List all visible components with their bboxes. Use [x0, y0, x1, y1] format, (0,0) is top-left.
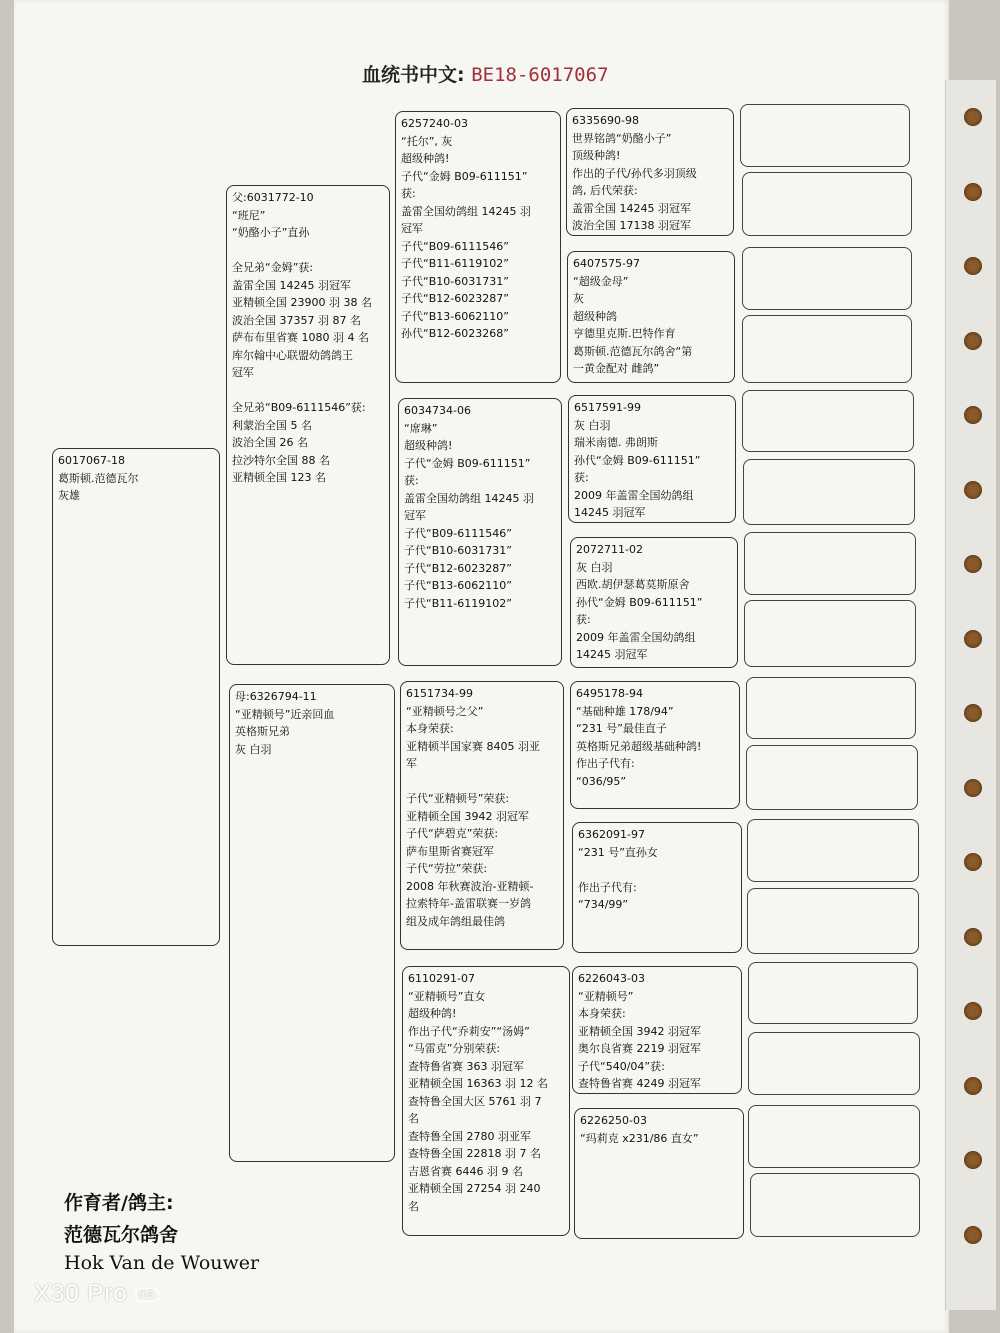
- pedigree-line: 全兄弟“B09-6111546”获:: [232, 401, 366, 414]
- pedigree-line: 亚精顿半国家赛 8405 羽亚: [406, 739, 540, 753]
- pedigree-line: 获:: [404, 474, 419, 487]
- pedigree-line: 葛斯顿.范德瓦尔鸽舍“第: [573, 344, 693, 358]
- gen5-box-12: [747, 888, 919, 954]
- pedigree-line: 子代“劳拉”荣获:: [406, 862, 488, 875]
- pedigree-line: 灰 白羽: [574, 418, 611, 432]
- pedigree-line: 盖雷全国幼鸽组 14245 羽: [401, 204, 531, 218]
- pedigree-line: 作出子代有:: [578, 880, 637, 894]
- punch-hole: [964, 481, 982, 499]
- pedigree-line: 2072711-02: [576, 543, 643, 556]
- pedigree-line: 6151734-99: [406, 687, 473, 700]
- pedigree-line: 孙代“金姆 B09-611151”: [574, 453, 701, 467]
- pedigree-line: 作出子代有:: [576, 757, 635, 770]
- pedigree-line: 亨德里克斯.巴特作育: [573, 327, 676, 340]
- punch-hole: [964, 1151, 982, 1169]
- gen5-box-11: [747, 819, 919, 882]
- dam-dam-sire-box: [572, 966, 742, 1094]
- pedigree-line: 6407575-97: [573, 257, 640, 270]
- pedigree-line: [232, 242, 384, 260]
- sire-dam-box: [398, 398, 562, 666]
- sire-dam-sire-box: [568, 395, 736, 523]
- pedigree-line: 英格斯兄弟超级基础种鸽!: [576, 739, 702, 753]
- pedigree-line: “班尼”: [232, 208, 266, 222]
- pedigree-line: 拉索特年-盖雷联赛一岁鸽: [406, 897, 531, 910]
- pedigree-line: 鸽, 后代荣获:: [572, 184, 638, 197]
- pedigree-line: “奶酪小子”直孙: [232, 226, 310, 239]
- pedigree-line: 组及成年鸽组最佳鸽: [406, 914, 505, 928]
- punch-hole: [964, 1226, 982, 1244]
- pedigree-line: 6495178-94: [576, 687, 643, 700]
- punch-hole: [964, 704, 982, 722]
- gen5-box-3: [742, 247, 912, 310]
- pedigree-line: 吉恩省赛 6446 羽 9 名: [408, 1164, 523, 1178]
- pedigree-line: 子代“B12-6023287”: [404, 561, 512, 575]
- pedigree-line: 2009 年盖雷全国幼鸽组: [576, 630, 696, 644]
- page-title: [362, 60, 609, 87]
- pedigree-line: 超级种鸽!: [401, 152, 450, 165]
- pedigree-line: 14245 羽冠军: [574, 506, 646, 519]
- pedigree-line: 子代“萨碧克”荣获:: [406, 827, 499, 840]
- pedigree-line: 子代“B11-6119102”: [404, 596, 512, 610]
- punch-hole: [964, 928, 982, 946]
- pedigree-line: [406, 773, 558, 791]
- dam-sire-dam-box: [572, 822, 742, 953]
- pedigree-line: 亚精顿全国 16363 羽 12 名: [408, 1077, 548, 1090]
- pedigree-line: 灰 白羽: [235, 742, 272, 756]
- pedigree-line: 父:6031772-10: [232, 191, 314, 204]
- gen5-box-15: [748, 1105, 920, 1168]
- pedigree-line: 查特鲁省赛 4249 羽冠军: [578, 1077, 701, 1090]
- pedigree-line: 利蒙治全国 5 名: [232, 418, 312, 432]
- subject-box: [52, 448, 220, 946]
- network-badge: 5G: [134, 1288, 161, 1302]
- camera-model: X30 Pro: [34, 1280, 128, 1307]
- breeder-name: 范德瓦尔鸽舍: [64, 1224, 179, 1246]
- pedigree-line: 英格斯兄弟: [235, 725, 290, 738]
- pedigree-line: [578, 861, 736, 879]
- dam-sire-box: [400, 681, 564, 950]
- pedigree-line: 作出子代“乔莉安”“汤姆”: [408, 1024, 530, 1038]
- gen5-box-14: [748, 1032, 920, 1095]
- pedigree-line: 查特鲁全国 2780 羽亚军: [408, 1129, 531, 1143]
- pedigree-line: “亚精顿号”直女: [408, 989, 486, 1003]
- pedigree-line: 14245 羽冠军: [576, 648, 648, 661]
- pedigree-line: 波治全国 26 名: [232, 436, 308, 449]
- punched-sleeve: [945, 80, 996, 1310]
- dam-dam-dam-box: [574, 1108, 744, 1239]
- pedigree-line: 波治全国 17138 羽冠军: [572, 219, 691, 232]
- pedigree-line: 获:: [574, 471, 589, 484]
- pedigree-line: 子代“B11-6119102”: [401, 257, 509, 270]
- pedigree-line: 本身荣获:: [406, 722, 454, 735]
- pedigree-line: 世界铭鸽“奶酪小子”: [572, 131, 672, 145]
- sire-sire-sire-box: [566, 108, 734, 236]
- punch-hole: [964, 332, 982, 350]
- dam-box: [229, 684, 395, 1162]
- pedigree-line: 瑞米南德. 弗朗斯: [574, 436, 658, 449]
- dam-dam-box: [402, 966, 570, 1236]
- pedigree-line: 6362091-97: [578, 828, 645, 841]
- pedigree-line: 超级种鸽!: [404, 439, 453, 452]
- pedigree-line: 一黄金配对 雌鸽”: [573, 362, 660, 375]
- camera-watermark: [34, 1280, 160, 1308]
- pedigree-line: 查特鲁省赛 363 羽冠军: [408, 1059, 524, 1073]
- gen5-box-5: [742, 390, 914, 452]
- pedigree-line: 母:6326794-11: [235, 690, 317, 703]
- punch-hole: [964, 183, 982, 201]
- gen5-box-2: [742, 172, 912, 236]
- pedigree-line: 子代“B12-6023287”: [401, 292, 509, 305]
- pedigree-line: 拉沙特尔全国 88 名: [232, 453, 330, 467]
- pedigree-line: 孙代“B12-6023268”: [401, 327, 509, 340]
- pedigree-line: 子代“金姆 B09-611151”: [401, 169, 528, 183]
- pedigree-line: 冠军: [232, 366, 254, 379]
- pedigree-line: 子代“金姆 B09-611151”: [404, 456, 531, 470]
- punch-hole: [964, 779, 982, 797]
- pedigree-line: 亚精顿全国 3942 羽冠军: [406, 809, 529, 823]
- pedigree-line: 6226250-03: [580, 1114, 647, 1127]
- pedigree-line: “超级金母”: [573, 274, 629, 288]
- pedigree-line: 子代“B13-6062110”: [404, 579, 512, 592]
- pedigree-line: 萨布里斯省赛冠军: [406, 844, 494, 858]
- pedigree-line: 盖雷全国 14245 羽冠军: [572, 201, 691, 215]
- pedigree-line: 亚精顿全国 3942 羽冠军: [578, 1024, 701, 1038]
- sire-sire-dam-box: [567, 251, 735, 383]
- pedigree-line: “231 号”直孙女: [578, 845, 658, 859]
- pedigree-line: 作出的子代/孙代多羽顶级: [572, 166, 697, 180]
- pedigree-line: “亚精顿号”近亲回血: [235, 707, 335, 721]
- pedigree-line: 灰 白羽: [576, 560, 613, 574]
- pedigree-line: 6110291-07: [408, 972, 475, 985]
- pedigree-line: 6034734-06: [404, 404, 471, 417]
- gen5-box-13: [748, 962, 918, 1024]
- pedigree-line: 萨布布里省赛 1080 羽 4 名: [232, 331, 369, 344]
- punch-hole: [964, 630, 982, 648]
- gen5-box-7: [744, 532, 916, 595]
- pedigree-line: 库尔翰中心联盟幼鸽鸽王: [232, 348, 353, 362]
- pedigree-line: “席琳”: [404, 421, 438, 435]
- punch-hole: [964, 406, 982, 424]
- pedigree-line: 孙代“金姆 B09-611151”: [576, 595, 703, 609]
- gen5-box-16: [750, 1173, 920, 1237]
- pedigree-line: 亚精顿全国 23900 羽 38 名: [232, 296, 372, 309]
- pedigree-line: “036/95”: [576, 774, 627, 788]
- pedigree-line: 名: [408, 1199, 419, 1213]
- pedigree-line: 本身荣获:: [578, 1007, 626, 1020]
- pedigree-line: 子代“B09-6111546”: [404, 526, 512, 540]
- pedigree-line: “基础种雄 178/94”: [576, 704, 674, 718]
- gen5-box-8: [744, 600, 916, 667]
- pedigree-line: 波治全国 37357 羽 87 名: [232, 313, 361, 327]
- pedigree-line: “734/99”: [578, 898, 629, 911]
- pedigree-line: 冠军: [404, 509, 426, 522]
- pedigree-line: 获:: [401, 187, 416, 200]
- pedigree-line: 西欧.胡伊瑟葛莫斯原舍: [576, 578, 690, 591]
- sire-dam-dam-box: [570, 537, 738, 668]
- pedigree-line: 子代“B09-6111546”: [401, 239, 509, 253]
- pedigree-line: 查特鲁全国 22818 羽 7 名: [408, 1147, 541, 1160]
- gen5-box-4: [742, 315, 912, 383]
- pedigree-line: 子代“亚精顿号”荣获:: [406, 792, 510, 805]
- punch-hole: [964, 1002, 982, 1020]
- pedigree-line: 子代“540/04”获:: [578, 1059, 665, 1073]
- pedigree-line: 顶级种鸽!: [572, 149, 621, 162]
- pedigree-line: 2008 年秋赛波治-亚精顿-: [406, 879, 534, 893]
- pedigree-line: “玛莉克 x231/86 直女”: [580, 1131, 699, 1145]
- dam-sire-sire-box: [570, 681, 740, 809]
- punch-hole: [964, 555, 982, 573]
- pedigree-line: 6517591-99: [574, 401, 641, 414]
- punch-hole: [964, 257, 982, 275]
- pedigree-line: 6335690-98: [572, 114, 639, 127]
- pedigree-line: 获:: [576, 613, 591, 626]
- pedigree-line: 盖雷全国 14245 羽冠军: [232, 278, 351, 292]
- pedigree-line: [232, 382, 384, 400]
- pedigree-line: “托尔”, 灰: [401, 134, 453, 148]
- pedigree-line: 冠军: [401, 222, 423, 235]
- pedigree-line: 亚精顿全国 27254 羽 240: [408, 1182, 541, 1195]
- pedigree-line: 亚精顿全国 123 名: [232, 471, 326, 484]
- pedigree-line: 6017067-18: [58, 454, 125, 467]
- gen5-box-6: [743, 459, 915, 525]
- punch-hole: [964, 853, 982, 871]
- sire-sire-box: [395, 111, 561, 383]
- pedigree-line: 子代“B10-6031731”: [404, 544, 512, 557]
- pedigree-line: “马雷克”分别荣获:: [408, 1042, 501, 1055]
- pedigree-line: 灰雄: [58, 489, 80, 502]
- pedigree-line: “231 号”最佳直子: [576, 722, 667, 735]
- breeder-label: 作育者/鸽主:: [64, 1192, 174, 1214]
- gen5-box-10: [746, 745, 918, 810]
- pedigree-line: 奥尔良省赛 2219 羽冠军: [578, 1042, 701, 1055]
- pedigree-line: 全兄弟“金姆”获:: [232, 261, 314, 274]
- pedigree-line: 名: [408, 1112, 419, 1125]
- pedigree-line: 6226043-03: [578, 972, 645, 985]
- pedigree-line: 超级种鸽!: [408, 1007, 457, 1020]
- pedigree-line: 6257240-03: [401, 117, 468, 130]
- pedigree-line: 超级种鸽: [573, 309, 617, 323]
- pedigree-line: 子代“B10-6031731”: [401, 274, 509, 288]
- title-label: 血统书中文:: [362, 64, 465, 86]
- pedigree-line: 2009 年盖雷全国幼鸽组: [574, 488, 694, 502]
- pedigree-line: “亚精顿号之父”: [406, 704, 484, 718]
- pedigree-line: “亚精顿号”: [578, 989, 634, 1003]
- title-ring-number: BE18-6017067: [471, 64, 609, 86]
- punch-hole: [964, 1077, 982, 1095]
- pedigree-line: 军: [406, 757, 417, 770]
- pedigree-line: 查特鲁全国大区 5761 羽 7: [408, 1094, 542, 1108]
- gen5-box-9: [746, 677, 916, 739]
- gen5-box-1: [740, 104, 910, 167]
- pedigree-line: 盖雷全国幼鸽组 14245 羽: [404, 491, 534, 505]
- sire-box: [226, 185, 390, 665]
- breeder-latin-name: Hok Van de Wouwer: [64, 1252, 260, 1274]
- pedigree-line: 葛斯顿.范德瓦尔: [58, 471, 139, 485]
- pedigree-line: 灰: [573, 292, 584, 305]
- pedigree-line: 子代“B13-6062110”: [401, 309, 509, 323]
- punch-hole: [964, 108, 982, 126]
